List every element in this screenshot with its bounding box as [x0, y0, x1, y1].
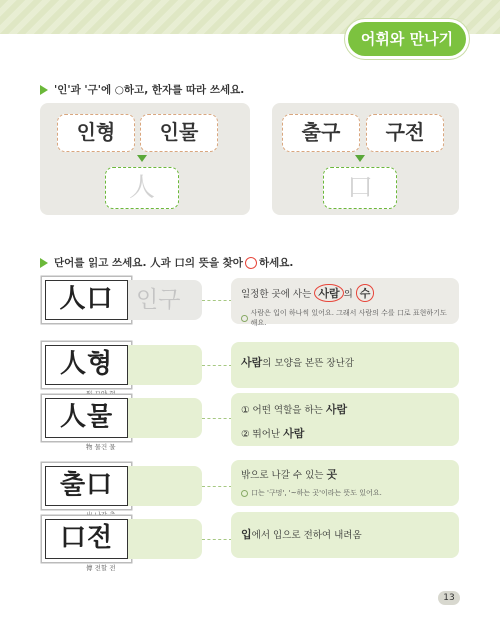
- word-box[interactable]: 인물: [140, 114, 218, 152]
- definition-card: 일정한 곳에 사는 사람 의 수 사람은 입이 하나씩 있어요. 그래서 사람의 수를 口로 표현하기도 해요.: [231, 278, 459, 324]
- note: 口는 '구멍', '~하는 곳'이라는 뜻도 있어요.: [241, 488, 449, 498]
- page-number: 13: [438, 591, 460, 605]
- word-tile: 人口: [45, 280, 128, 320]
- word-box[interactable]: 구전: [366, 114, 444, 152]
- word-panel-gu: [272, 103, 459, 215]
- hanja-caption: 形 모양 형: [86, 390, 116, 398]
- red-circle-icon: [245, 257, 257, 269]
- word-box[interactable]: 인형: [57, 114, 135, 152]
- note: 사람은 입이 하나씩 있어요. 그래서 사람의 수를 口로 표현하기도 해요.: [241, 308, 449, 328]
- exercise1-instruction: '인'과 '구'에 ○하고, 한자를 따라 쓰세요.: [40, 82, 244, 97]
- hanja-caption: 出 나갈 출: [86, 511, 116, 519]
- arrow-down-icon: [137, 155, 147, 162]
- hanja-caption: 物 물건 물: [86, 443, 116, 451]
- arrow-down-icon: [355, 155, 365, 162]
- write-box[interactable]: [128, 345, 202, 385]
- magnifier-icon: [241, 315, 248, 322]
- write-box[interactable]: [128, 466, 202, 506]
- word-tile: 人형: [45, 345, 128, 385]
- hanja-trace-box[interactable]: 口: [323, 167, 397, 209]
- triangle-bullet-icon: [40, 85, 48, 95]
- connector-line: [202, 300, 232, 301]
- hanja-trace-box[interactable]: 人: [105, 167, 179, 209]
- word-panel-in: [40, 103, 250, 215]
- sample-reading: 인구: [136, 287, 181, 313]
- write-box[interactable]: [128, 398, 202, 438]
- word-tile: 口전: [45, 519, 128, 559]
- definition-card: 입에서 입으로 전하여 내려옴: [231, 512, 459, 558]
- connector-line: [202, 539, 232, 540]
- connector-line: [202, 418, 232, 419]
- exercise2-instruction: 단어를 읽고 쓰세요. 人과 口의 뜻을 찾아 하세요.: [40, 255, 293, 270]
- circled-word: 사람: [314, 284, 343, 302]
- circled-word: 수: [356, 284, 375, 302]
- magnifier-icon: [241, 490, 248, 497]
- definition-card: 밖으로 나갈 수 있는 곳 口는 '구멍', '~하는 곳'이라는 뜻도 있어요.: [231, 460, 459, 506]
- word-tile: 출口: [45, 466, 128, 506]
- word-box[interactable]: 출구: [282, 114, 360, 152]
- connector-line: [202, 365, 232, 366]
- definition-card: ① 어떤 역할을 하는 사람 ② 뛰어난 사람: [231, 393, 459, 446]
- triangle-bullet-icon: [40, 258, 48, 268]
- word-tile: 人물: [45, 398, 128, 438]
- definition-card: 사람의 모양을 본뜬 장난감: [231, 342, 459, 388]
- write-box[interactable]: [128, 519, 202, 559]
- section-title-badge: 어휘와 만나기: [348, 22, 466, 56]
- connector-line: [202, 486, 232, 487]
- hanja-caption: 傳 전할 전: [86, 564, 116, 572]
